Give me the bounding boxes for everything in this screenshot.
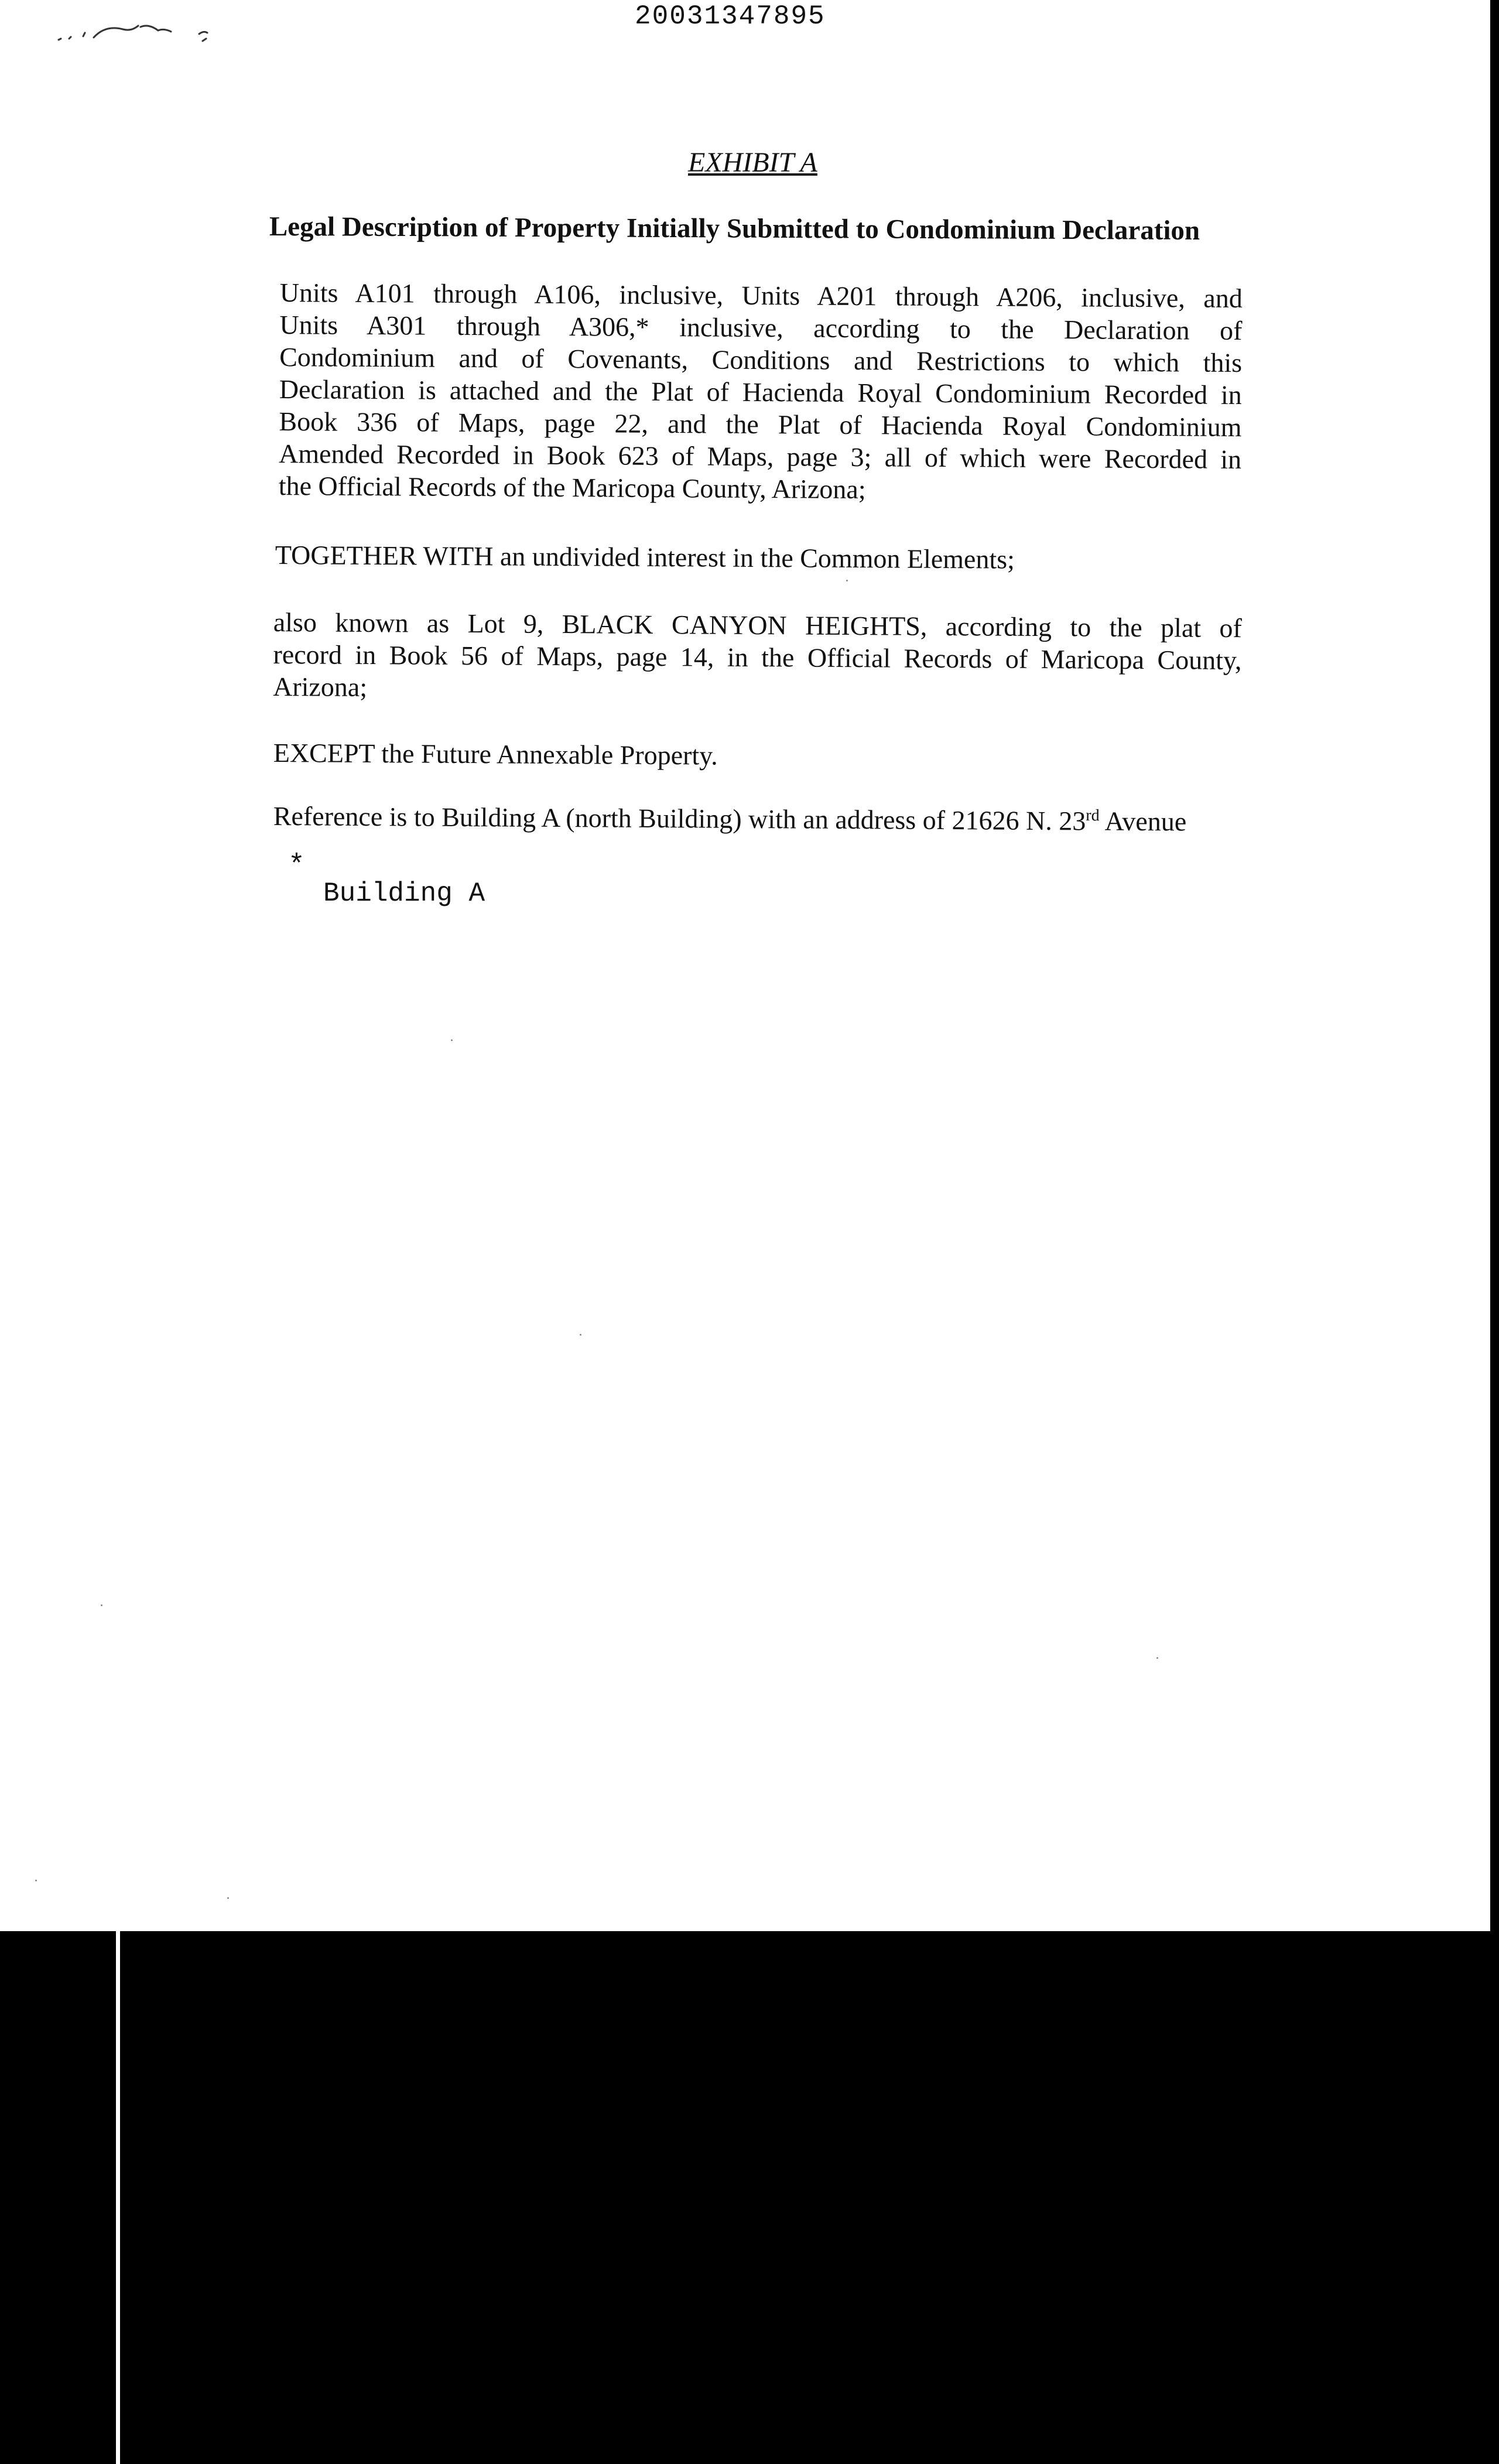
reference-text-end: Avenue xyxy=(1099,806,1187,837)
also-known-as-paragraph xyxy=(273,606,1242,709)
handwritten-scribble-mark xyxy=(53,18,228,47)
also-known-as-line: also known as Lot 9, BLACK CANYON HEIGHTS, according to the plat of xyxy=(273,607,1242,644)
units-paragraph-line: the Official Records of the Maricopa County, Arizona; xyxy=(278,470,866,505)
together-with-paragraph: TOGETHER WITH an undivided interest in the Common Elements; xyxy=(275,539,1015,574)
ordinal-suffix: rd xyxy=(1086,806,1100,825)
reference-text: Reference is to Building A (north Building) with an address of 21626 N. 23 xyxy=(273,801,1086,836)
units-paragraph-line: Declaration is attached and the Plat of Hacienda Royal Condominium Recorded in xyxy=(279,374,1242,410)
scan-speck xyxy=(580,1334,581,1336)
units-paragraph-line: Units A101 through A106, inclusive, Units A201 through A206, inclusive, and xyxy=(279,277,1243,314)
scan-speck xyxy=(846,580,848,581)
units-paragraph-line: Amended Recorded in Book 623 of Maps, page 3; all of which were Recorded in xyxy=(278,438,1242,475)
scanner-edge-strip xyxy=(116,1931,120,2464)
scan-speck xyxy=(35,1880,37,1881)
scan-speck xyxy=(101,1604,102,1606)
units-paragraph-line: Book 336 of Maps, page 22, and the Plat of Hacienda Royal Condominium xyxy=(279,406,1242,443)
legal-description-heading: Legal Description of Property Initially Submitted to Condominium Declaration xyxy=(269,211,1200,246)
footnote-asterisk: * xyxy=(288,850,305,882)
also-known-as-line: record in Book 56 of Maps, page 14, in the Official Records of Maricopa County, xyxy=(273,639,1242,676)
exhibit-title: EXHIBIT A xyxy=(688,147,817,178)
except-paragraph: EXCEPT the Future Annexable Property. xyxy=(273,738,718,771)
scan-speck xyxy=(227,1897,229,1899)
document-number: 20031347895 xyxy=(635,1,826,32)
reference-paragraph xyxy=(273,800,1327,839)
footnote-building-text: Building A xyxy=(323,878,485,909)
also-known-as-line: Arizona; xyxy=(273,671,368,702)
units-paragraph-line: Condominium and of Covenants, Conditions and Restrictions to which this xyxy=(279,341,1243,378)
scan-speck xyxy=(451,1039,453,1041)
units-paragraph-line: Units A301 through A306,* inclusive, according to the Declaration of xyxy=(279,309,1243,346)
scan-speck xyxy=(1156,1657,1158,1659)
units-paragraph xyxy=(279,276,1243,508)
